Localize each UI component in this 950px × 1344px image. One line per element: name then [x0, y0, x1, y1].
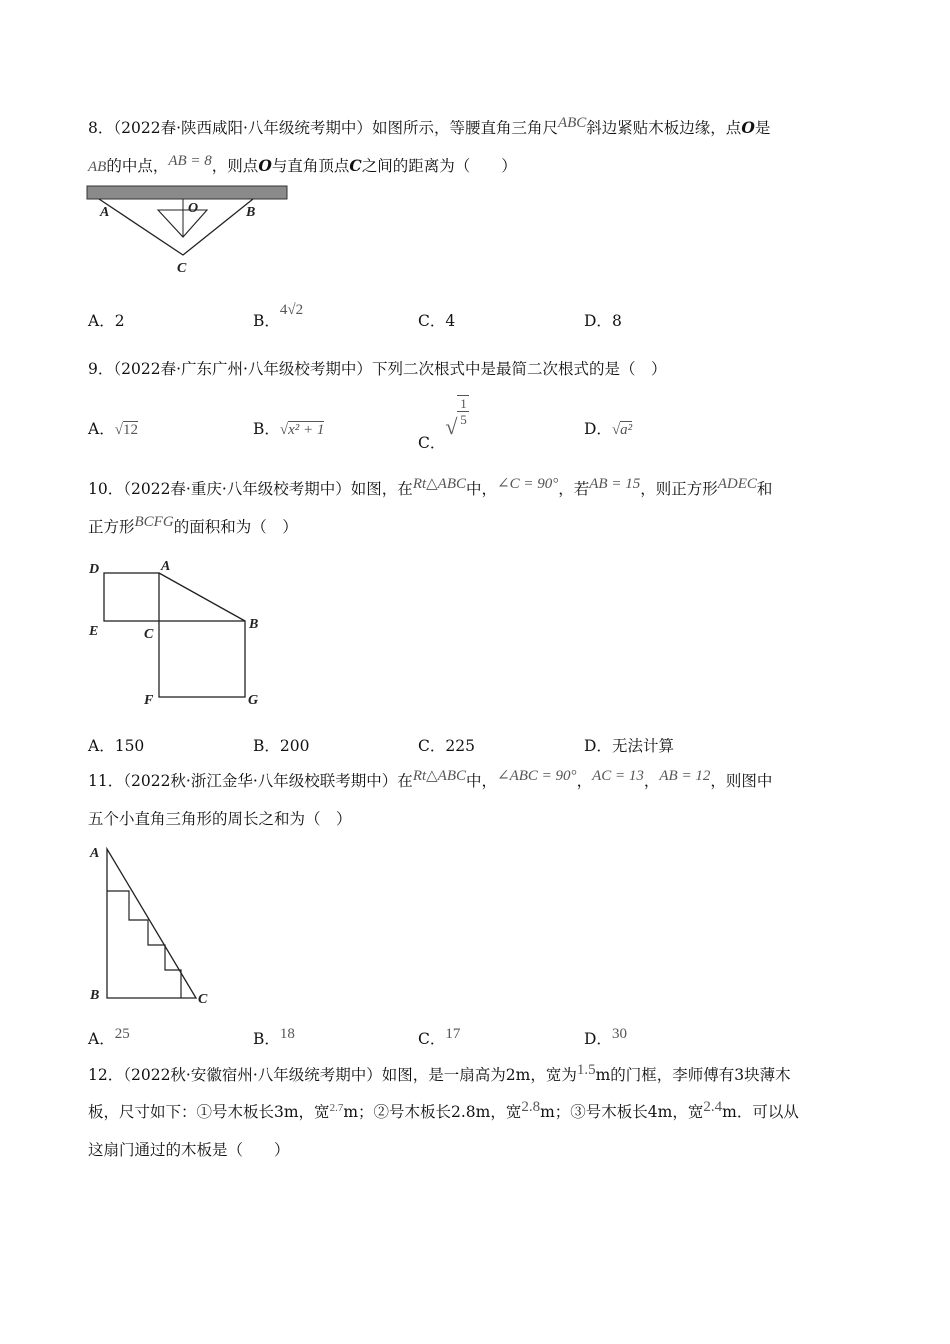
- q11-option-b[interactable]: B．18: [253, 1026, 295, 1048]
- q8-option-c[interactable]: C．4: [418, 312, 456, 330]
- q11-line1: 11．（2022秋·浙江金华·八年级校联考期中）在Rt△ABC中，∠ABC = 90°，AC = 13，AB = 12，则图中: [88, 768, 773, 790]
- q8-label-b: B: [246, 205, 256, 220]
- q8-label-c: C: [177, 261, 187, 276]
- q11-triangle: [107, 849, 196, 998]
- q12-line3: 这扇门通过的木板是（ ）: [88, 1141, 290, 1159]
- q11-line2: 五个小直角三角形的周长之和为（ ）: [88, 810, 352, 828]
- q8-number: 8．: [88, 119, 114, 137]
- sqrt-fraction: √: [445, 414, 458, 439]
- q9-line1: 9．（2022春·广东广州·八年级校考期中）下列二次根式中是最简二次根式的是（ ）: [88, 360, 667, 378]
- q9-option-b[interactable]: B．√x² + 1: [253, 420, 325, 438]
- q11-option-a[interactable]: A．25: [88, 1026, 130, 1048]
- svg-text:G: G: [248, 693, 259, 708]
- q12-line2: 板，尺寸如下：①号木板长3m，宽$^{2.7}$m；②号木板长2.8m，宽2.8m；③号木板长4m，宽2.4m．可以从: [88, 1099, 799, 1121]
- svg-text:A: A: [90, 846, 100, 861]
- svg-text:A: A: [161, 559, 171, 574]
- q8-option-d[interactable]: D．8: [584, 312, 622, 330]
- q8-option-a[interactable]: A．2: [88, 312, 125, 330]
- q8-figure: [86, 185, 296, 280]
- q8-triangle-outer: [99, 199, 256, 255]
- q8-board: [87, 186, 287, 199]
- q8-label-o: O: [188, 201, 199, 216]
- svg-text:C: C: [144, 627, 154, 642]
- q8-source: （2022春·陕西咸阳·八年级统考期中）: [113, 119, 372, 137]
- svg-text:D: D: [89, 562, 100, 577]
- sqrt-symbol: √12: [114, 422, 138, 438]
- q10-option-b[interactable]: B．200: [253, 737, 310, 755]
- q10-option-c[interactable]: C．225: [418, 737, 475, 755]
- q8-text: 如图所示，等腰直角三角尺: [371, 119, 558, 137]
- q9-option-d[interactable]: D．√a²: [584, 420, 633, 438]
- q10-line2: 正方形BCFG的面积和为（ ）: [88, 514, 298, 536]
- q8-label-a: A: [100, 205, 110, 220]
- svg-text:E: E: [89, 624, 99, 639]
- q9-option-c[interactable]: C．√ $\frac{1}{5}$: [418, 419, 469, 453]
- svg-text:C: C: [198, 992, 208, 1007]
- q8-math-abc: ABC: [557, 115, 587, 131]
- q10-option-d[interactable]: D．无法计算: [584, 737, 674, 755]
- q12-line1: 12．（2022秋·安徽宿州·八年级统考期中）如图，是一扇高为2m，宽为1.5m的门框，李师傅有3块薄木: [88, 1062, 791, 1084]
- q8-line2: AB的中点，AB = 8，则点O与直角顶点C之间的距离为（ ）: [88, 153, 517, 175]
- q10-line1: 10．（2022春·重庆·八年级校考期中）如图，在Rt△ABC中，∠C = 90°，若AB = 15，则正方形ADEC和: [88, 476, 773, 498]
- q10-option-a[interactable]: A．150: [88, 737, 145, 755]
- q11-option-c[interactable]: C．17: [418, 1026, 461, 1048]
- sqrt-symbol: √a²: [611, 422, 633, 438]
- q10-segment-ab: [159, 573, 245, 621]
- q10-square-adec: [104, 573, 159, 621]
- q11-option-d[interactable]: D．30: [584, 1026, 627, 1048]
- sqrt-symbol: √x² + 1: [279, 422, 325, 438]
- q8-option-b[interactable]: B．4√2: [253, 302, 304, 330]
- q8-math-ab-eq: AB = 8: [168, 153, 212, 169]
- svg-text:F: F: [144, 693, 154, 708]
- svg-text:B: B: [249, 617, 259, 632]
- q11-figure: [86, 843, 226, 1008]
- q11-steps: [107, 891, 181, 998]
- q8-line1: 8．（2022春·陕西咸阳·八年级统考期中）如图所示，等腰直角三角尺ABC斜边紧贴木板边缘，点O是: [88, 115, 771, 137]
- svg-text:B: B: [90, 988, 100, 1003]
- q9-option-a[interactable]: A．√12: [88, 420, 138, 438]
- q10-square-bcfg: [159, 621, 245, 697]
- q10-figure: [86, 558, 276, 708]
